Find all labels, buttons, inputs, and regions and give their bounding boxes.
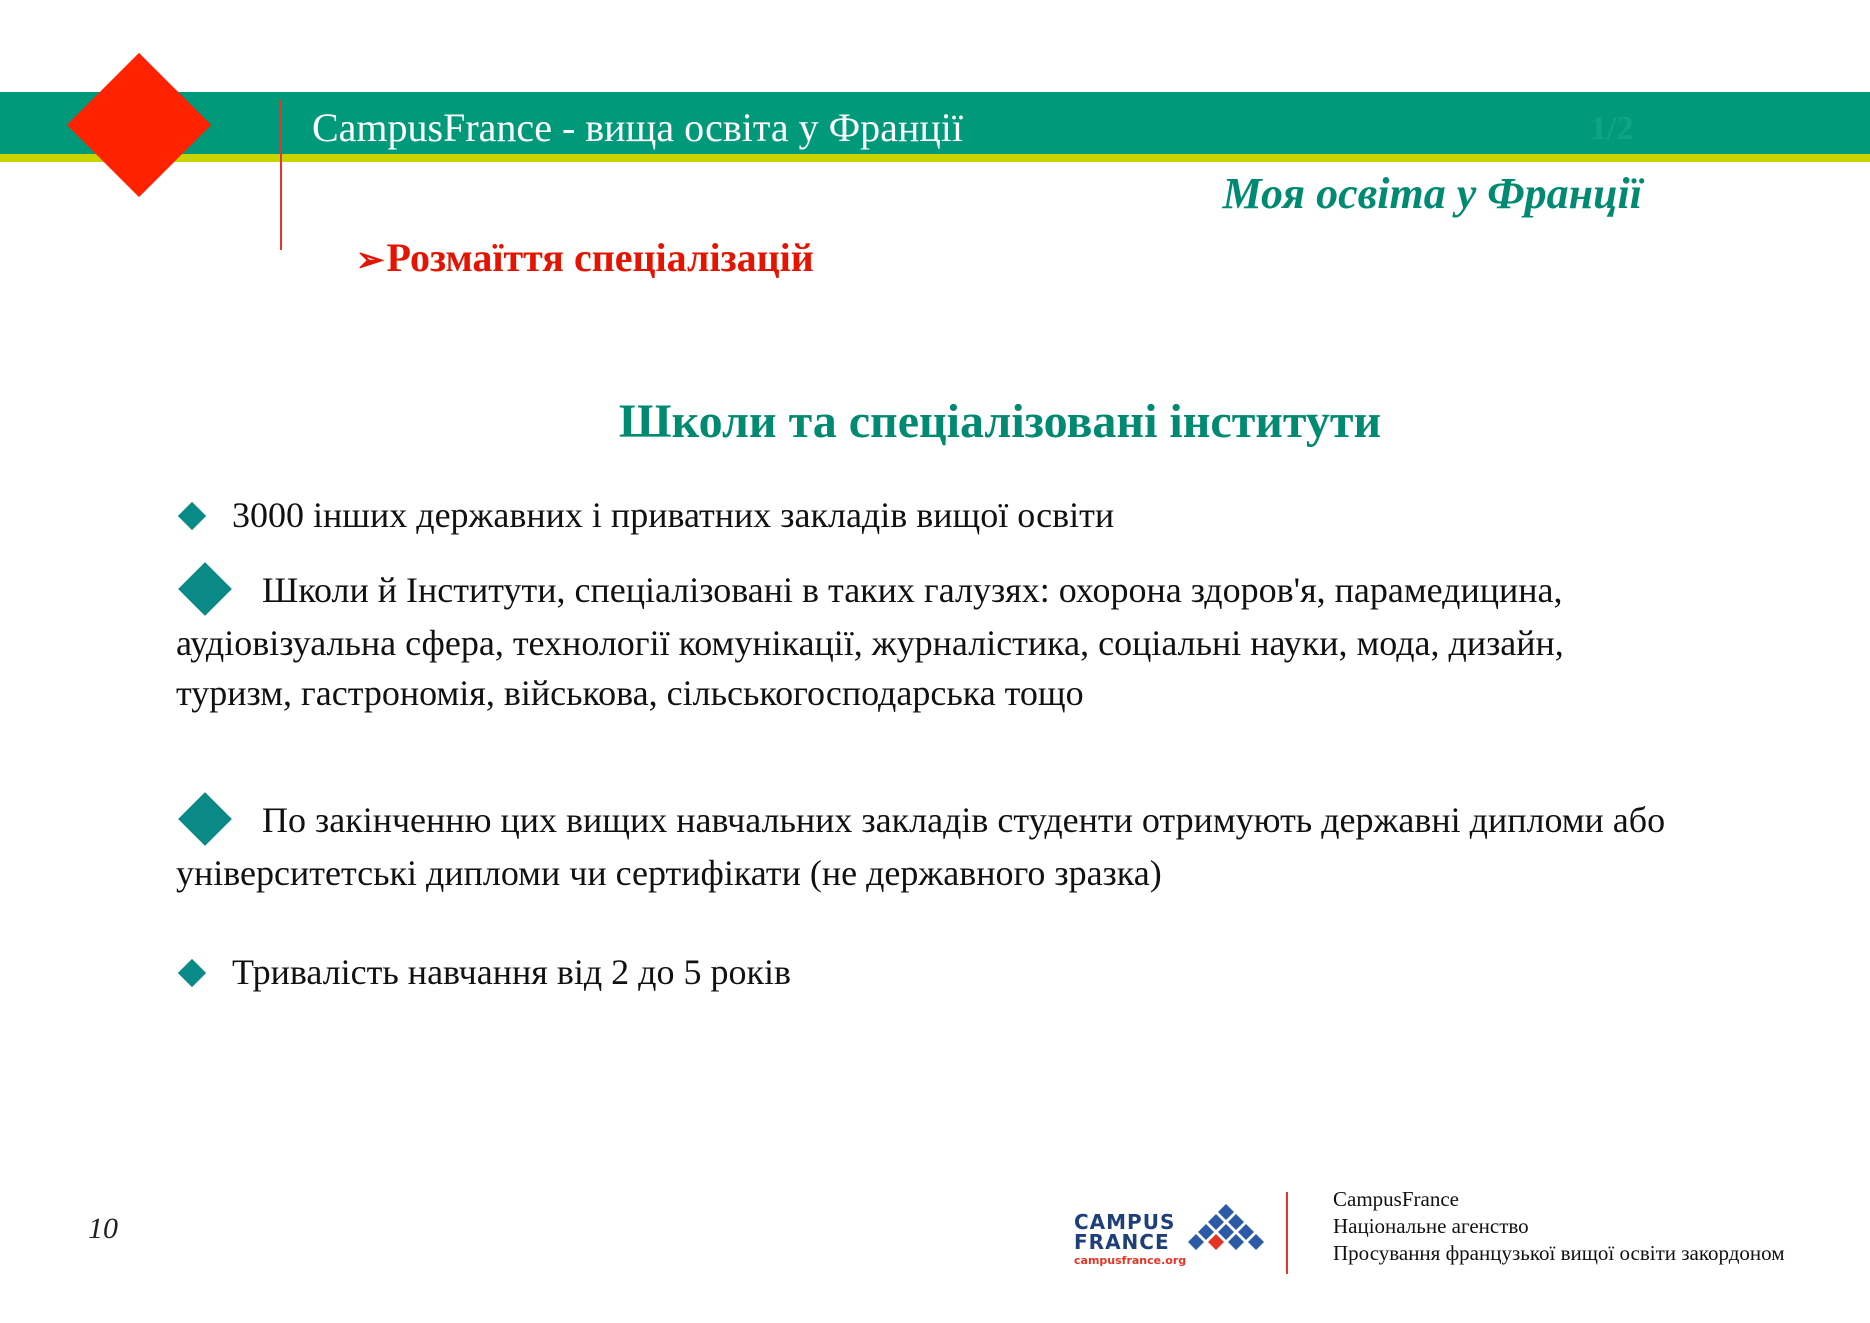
bullet-text: 3000 інших державних і приватних закладів вищої освіти [232, 495, 1115, 535]
section-heading [356, 234, 814, 281]
arrow-bullet-icon: ➢ [356, 242, 385, 279]
bullet-item [176, 947, 1666, 997]
footer-divider [1286, 1192, 1288, 1274]
page-number: 10 [88, 1212, 118, 1245]
logo-line1: CAMPUS [1074, 1210, 1176, 1234]
footer-org-info [1333, 1186, 1785, 1267]
red-diamond-logo [67, 53, 211, 197]
bullet-item [176, 490, 1666, 540]
diamond-bullet-icon [178, 502, 206, 530]
page-fraction: 1/2 [1590, 110, 1634, 147]
header-title: CampusFrance - вища освіта у Франції [312, 105, 963, 150]
logo-url: campusfrance.org [1074, 1254, 1187, 1267]
footer-org-name: CampusFrance [1333, 1187, 1459, 1211]
main-heading: Школи та спеціалізовані інститути [618, 395, 1382, 448]
bullet-text: По закінченню цих вищих навчальних закладів студенти отримують державні дипломи або університетські дипломи чи сертифікати (не державного зразка) [176, 800, 1666, 893]
logo-line2: FRANCE [1074, 1230, 1170, 1254]
footer-org-agency: Національне агенство [1333, 1214, 1529, 1238]
bullet-item [176, 795, 1666, 898]
slide-subtitle: Моя освіта у Франції [1222, 169, 1642, 218]
bullet-item [176, 565, 1666, 718]
header-divider [280, 100, 282, 250]
logo-wordmark [1074, 1212, 1175, 1252]
diamond-bullet-icon [178, 562, 232, 616]
campus-france-logo [1074, 1200, 1274, 1266]
diamond-bullet-icon [178, 792, 232, 846]
diamond-bullet-icon [178, 959, 206, 987]
logo-pyramid-icon [1178, 1200, 1274, 1260]
bullet-text: Школи й Інститути, спеціалізовані в таких галузях: охорона здоров'я, парамедицина, аудіовізуальна сфера, технології комунікації, журналістика, соціальні науки, мода, дизайн, туризм, гастрономія, військова, сільськогосподарська тощо [176, 570, 1564, 713]
bullet-text: Тривалість навчання від 2 до 5 років [232, 952, 791, 992]
section-heading-text: Розмаїття спеціалізацій [386, 235, 814, 280]
footer-org-mission: Просування французької вищої освіти закордоном [1333, 1241, 1785, 1265]
